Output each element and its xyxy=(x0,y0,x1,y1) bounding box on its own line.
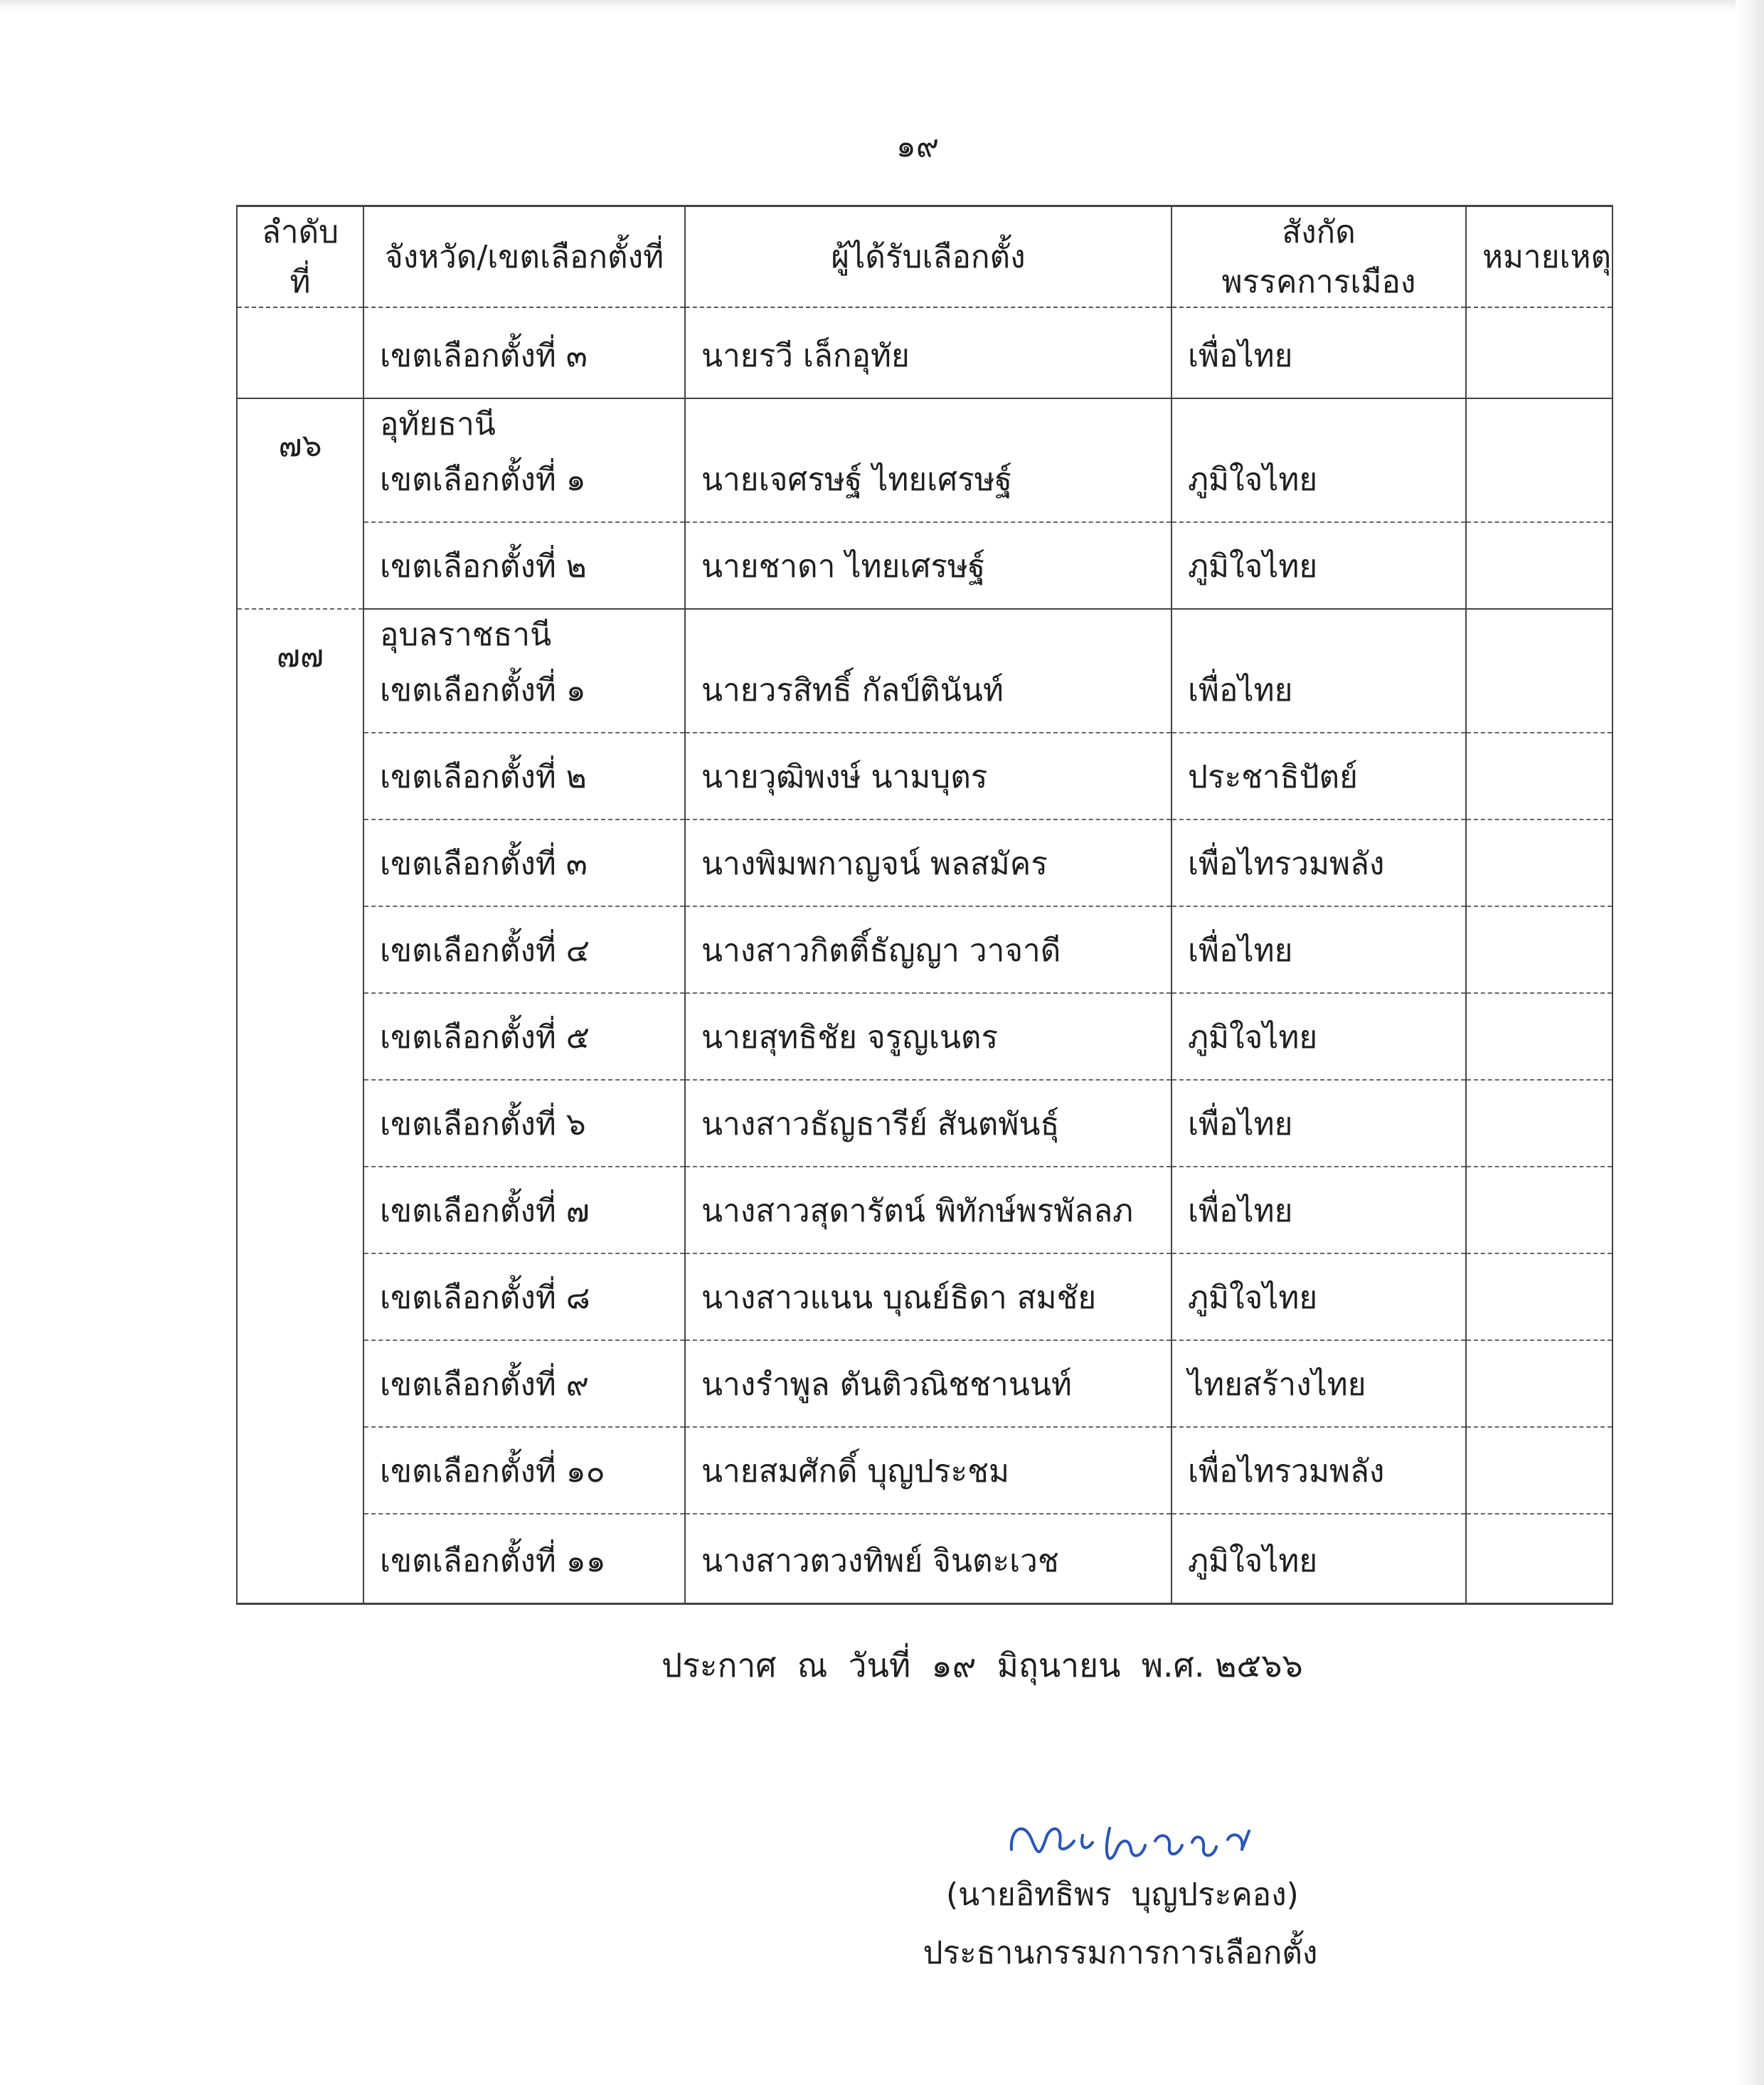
district-label: เขตเลือกตั้งที่ ๔ xyxy=(380,933,590,969)
row-name: นายวุฒิพงษ์ นามบุตร xyxy=(685,733,1171,819)
district-label: เขตเลือกตั้งที่ ๒ xyxy=(380,759,587,795)
row-district xyxy=(363,993,685,1080)
announcement-date: ประกาศ ณ วันที่ ๑๙ มิถุนายน พ.ศ. ๒๕๖๖ xyxy=(662,1646,1303,1685)
table-row xyxy=(237,906,1612,993)
signer-title: ประธานกรรมการการเลือกตั้ง xyxy=(923,1935,1318,1971)
row-district xyxy=(363,522,685,609)
row-note xyxy=(1466,609,1612,733)
row-note xyxy=(1466,906,1612,993)
district-label: เขตเลือกตั้งที่ ๙ xyxy=(380,1367,590,1403)
row-note xyxy=(1466,1514,1612,1603)
row-name: นายเจศรษฐ์ ไทยเศรษฐ์ xyxy=(685,398,1171,522)
table-row xyxy=(237,1340,1612,1427)
row-district xyxy=(363,398,685,522)
row-note xyxy=(1466,1167,1612,1253)
table-row xyxy=(237,1080,1612,1167)
row-note xyxy=(1466,1080,1612,1167)
row-party: ไทยสร้างไทย xyxy=(1171,1340,1466,1427)
district-label: เขตเลือกตั้งที่ ๘ xyxy=(380,1280,590,1316)
district-label: เขตเลือกตั้งที่ ๑๑ xyxy=(380,1542,606,1579)
province-label: อุทัยธานี xyxy=(380,406,496,442)
table-row xyxy=(237,1253,1612,1340)
row-district xyxy=(363,1340,685,1427)
row-party: เพื่อไทย xyxy=(1171,307,1466,398)
row-party: เพื่อไทย xyxy=(1171,1167,1466,1253)
district-label: เขตเลือกตั้งที่ ๓ xyxy=(380,338,588,374)
row-district xyxy=(363,609,685,733)
row-order: ๗๗ xyxy=(237,609,363,1603)
row-party: ภูมิใจไทย xyxy=(1171,993,1466,1080)
district-label: เขตเลือกตั้งที่ ๒ xyxy=(380,548,587,585)
row-party: ภูมิใจไทย xyxy=(1171,1253,1466,1340)
row-party: ประชาธิปัตย์ xyxy=(1171,733,1466,819)
signer-name: (นายอิทธิพร บุญประคอง) xyxy=(946,1877,1299,1913)
table-header-row xyxy=(237,206,1612,308)
row-name: นางรำพูล ตันติวณิชชานนท์ xyxy=(685,1340,1171,1427)
row-note xyxy=(1466,819,1612,906)
table-row xyxy=(237,522,1612,609)
handwritten-signature xyxy=(1003,1800,1259,1878)
header-party: สังกัดพรรคการเมือง xyxy=(1171,206,1466,308)
row-district xyxy=(363,1080,685,1167)
table-row xyxy=(237,1167,1612,1253)
row-party: เพื่อไทรวมพลัง xyxy=(1171,819,1466,906)
row-party: ภูมิใจไทย xyxy=(1171,1514,1466,1603)
scan-edge-top xyxy=(0,0,1736,17)
row-party: เพื่อไทรวมพลัง xyxy=(1171,1427,1466,1514)
row-note xyxy=(1466,307,1612,398)
table-row xyxy=(237,609,1612,733)
row-name: นางสาวสุดารัตน์ พิทักษ์พรพัลลภ xyxy=(685,1167,1171,1253)
table-row xyxy=(237,307,1612,398)
row-note xyxy=(1466,1253,1612,1340)
row-order: ๗๖ xyxy=(237,398,363,609)
row-district xyxy=(363,1514,685,1603)
election-results-table xyxy=(236,205,1613,1605)
row-note xyxy=(1466,993,1612,1080)
table-row xyxy=(237,1514,1612,1603)
row-name: นายวรสิทธิ์ กัลป์ตินันท์ xyxy=(685,609,1171,733)
province-label: อุบลราชธานี xyxy=(380,617,552,653)
district-label: เขตเลือกตั้งที่ ๑ xyxy=(380,462,586,498)
row-district xyxy=(363,307,685,398)
row-district xyxy=(363,1427,685,1514)
header-order: ลำดับที่ xyxy=(237,206,363,308)
row-name: นางสาวแนน บุณย์ธิดา สมชัย xyxy=(685,1253,1171,1340)
table-row xyxy=(237,1427,1612,1514)
district-label: เขตเลือกตั้งที่ ๑ xyxy=(380,672,586,709)
table-row xyxy=(237,993,1612,1080)
row-note xyxy=(1466,398,1612,522)
row-order xyxy=(237,307,363,398)
row-name: นางพิมพกาญจน์ พลสมัคร xyxy=(685,819,1171,906)
row-name: นายสมศักดิ์ บุญประชม xyxy=(685,1427,1171,1514)
row-party: เพื่อไทย xyxy=(1171,1080,1466,1167)
row-note xyxy=(1466,522,1612,609)
row-name: นางสาวธัญธารีย์ สันตพันธุ์ xyxy=(685,1080,1171,1167)
row-party: เพื่อไทย xyxy=(1171,906,1466,993)
row-party: ภูมิใจไทย xyxy=(1171,522,1466,609)
row-name: นายสุทธิชัย จรูญเนตร xyxy=(685,993,1171,1080)
table-row xyxy=(237,398,1612,522)
row-district xyxy=(363,733,685,819)
row-district xyxy=(363,1253,685,1340)
row-name: นางสาวกิตติ์ธัญญา วาจาดี xyxy=(685,906,1171,993)
table-row xyxy=(237,733,1612,819)
header-district: จังหวัด/เขตเลือกตั้งที่ xyxy=(363,206,685,308)
row-district xyxy=(363,1167,685,1253)
district-label: เขตเลือกตั้งที่ ๕ xyxy=(380,1019,590,1056)
row-name: นายชาดา ไทยเศรษฐ์ xyxy=(685,522,1171,609)
header-elected-member: ผู้ได้รับเลือกตั้ง xyxy=(685,206,1171,308)
row-party: เพื่อไทย xyxy=(1171,609,1466,733)
row-district xyxy=(363,906,685,993)
scan-edge-right xyxy=(1736,0,1764,2085)
district-label: เขตเลือกตั้งที่ ๓ xyxy=(380,846,588,882)
row-note xyxy=(1466,1427,1612,1514)
row-name: นางสาวตวงทิพย์ จินตะเวช xyxy=(685,1514,1171,1603)
row-party: ภูมิใจไทย xyxy=(1171,398,1466,522)
row-district xyxy=(363,819,685,906)
row-name: นายรวี เล็กอุทัย xyxy=(685,307,1171,398)
row-note xyxy=(1466,733,1612,819)
page-number: ๑๙ xyxy=(896,128,940,164)
district-label: เขตเลือกตั้งที่ ๑๐ xyxy=(380,1453,605,1490)
row-note xyxy=(1466,1340,1612,1427)
district-label: เขตเลือกตั้งที่ ๗ xyxy=(380,1193,590,1229)
district-label: เขตเลือกตั้งที่ ๖ xyxy=(380,1106,586,1142)
header-note: หมายเหตุ xyxy=(1466,206,1612,308)
table-row xyxy=(237,819,1612,906)
